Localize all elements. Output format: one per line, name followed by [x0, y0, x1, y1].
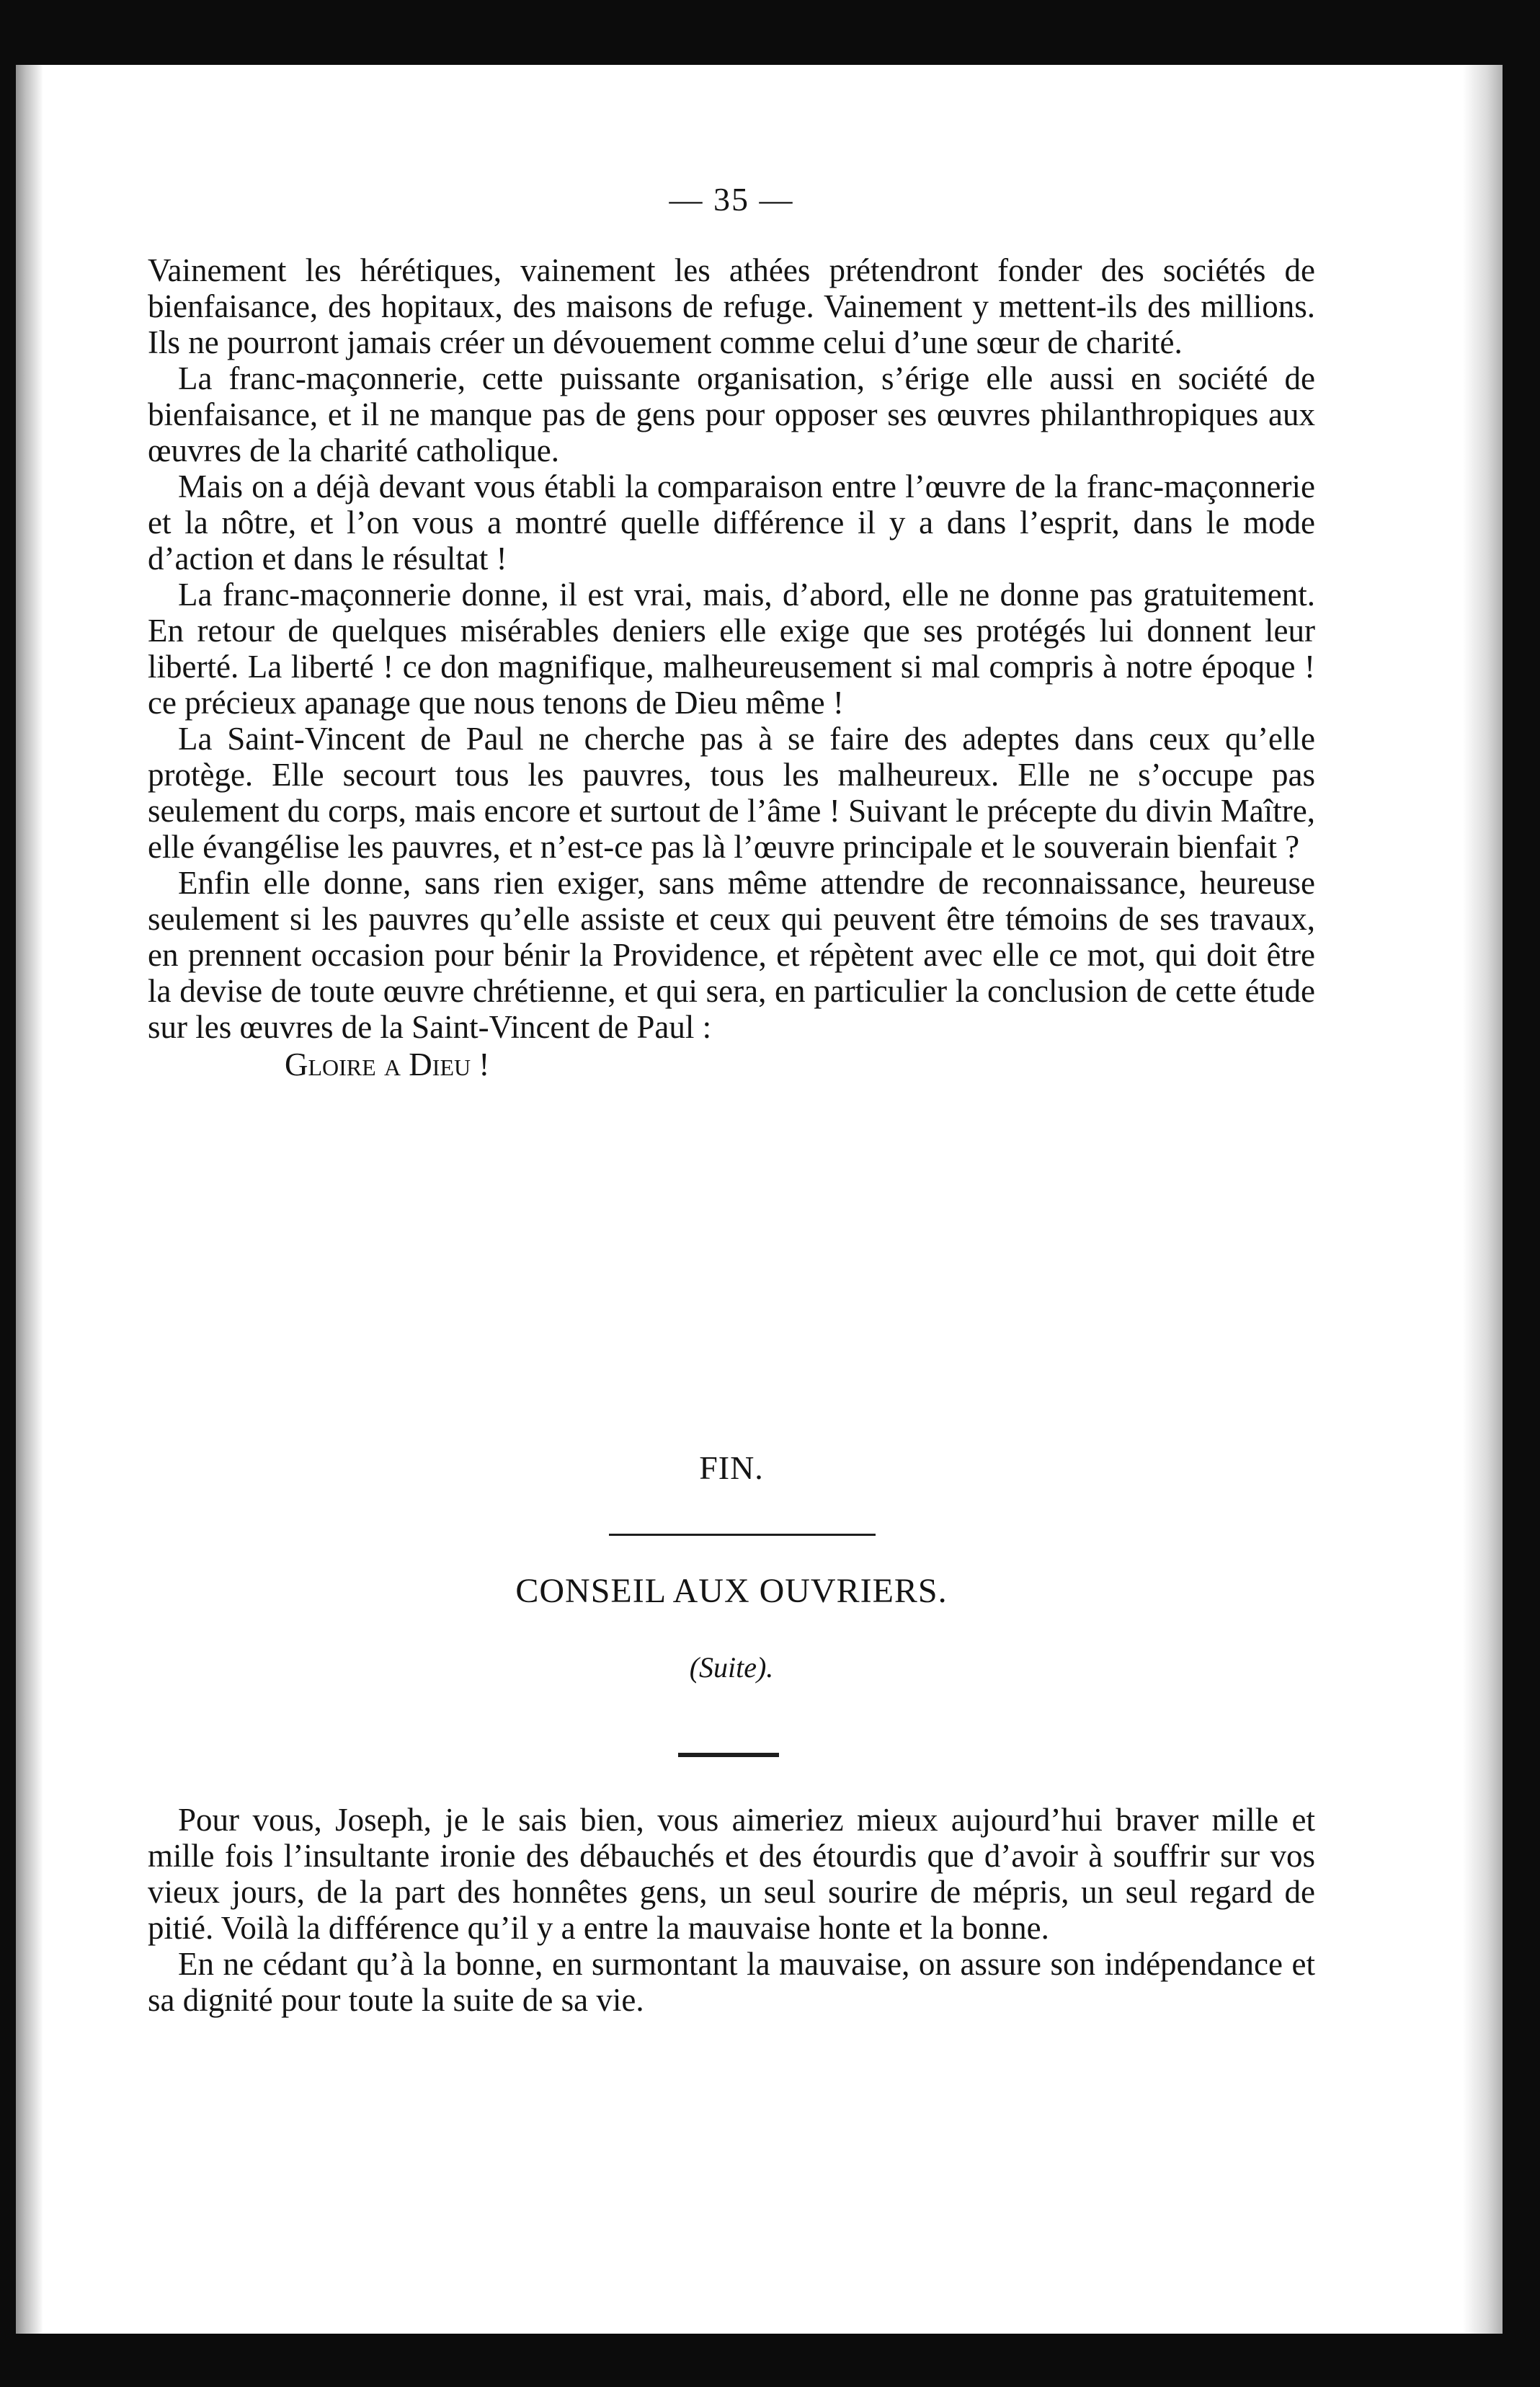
section-divider	[609, 1534, 876, 1536]
paragraph: La franc-maçonnerie, cette puissante organisation, s’érige elle aussi en société de bienfaisance, et il ne manque pas de gens pour opposer ses œuvres philanthropiques aux œuvres de la charité catholique.	[148, 360, 1315, 468]
paragraph: La franc-maçonnerie donne, il est vrai, mais, d’abord, elle ne donne pas gratuitement. En retour de quelques misérables deniers elle exige que ses protégés lui donnent leur liberté. La liberté ! ce don magnifique, malheureusement si mal compris à notre époque ! ce précieux apanage que nous tenons de Dieu même !	[148, 577, 1315, 721]
scan-border-bottom	[0, 2334, 1540, 2387]
scan-shadow-left	[16, 65, 43, 2335]
article-charity-text	[148, 252, 1315, 1083]
paragraph: La Saint-Vincent de Paul ne cherche pas à se faire des adeptes dans ceux qu’elle protège. Elle secourt tous les pauvres, tous les malheureux. Elle ne s’occupe pas seulement du corps, mais encore et surtout de l’âme ! Suivant le précepte du divin Maître, elle évangélise les pauvres, et n’est-ce pas là l’œuvre principale et le souverain bienfait ?	[148, 721, 1315, 865]
section-title: CONSEIL AUX OUVRIERS.	[515, 1572, 948, 1610]
closing-signature: Gloire a Dieu !	[285, 1046, 490, 1083]
scan-shadow-right	[1463, 65, 1503, 2335]
page-number: — 35 —	[669, 181, 794, 218]
scan-border-right	[1503, 0, 1540, 2387]
paragraph: Pour vous, Joseph, je le sais bien, vous aimeriez mieux aujourd’hui braver mille et mille fois l’insultante ironie des débauchés et des étourdis que d’avoir à souffrir sur vos vieux jours, de la part des honnêtes gens, un seul sourire de mépris, un seul regard de pitié. Voilà la différence qu’il y a entre la mauvaise honte et la bonne.	[148, 1802, 1315, 1946]
end-mark: FIN.	[699, 1449, 764, 1486]
section-subtitle: (Suite).	[689, 1651, 774, 1684]
paragraph: Vainement les hérétiques, vainement les athées prétendront fonder des sociétés de bienfaisance, des hopitaux, des maisons de refuge. Vainement y mettent-ils des millions. Ils ne pourront jamais créer un dévouement comme celui d’une sœur de charité.	[148, 252, 1315, 360]
document-page	[148, 0, 1315, 2334]
section-divider	[678, 1753, 779, 1757]
article-workers-text	[148, 1802, 1315, 2018]
scan-border-left	[0, 0, 16, 2387]
paragraph: Mais on a déjà devant vous établi la comparaison entre l’œuvre de la franc-maçonnerie et la nôtre, et l’on vous a montré quelle différence il y a dans l’esprit, dans le mode d’action et dans le résultat !	[148, 468, 1315, 577]
paragraph: En ne cédant qu’à la bonne, en surmontant la mauvaise, on assure son indépendance et sa dignité pour toute la suite de sa vie.	[148, 1946, 1315, 2018]
paragraph: Enfin elle donne, sans rien exiger, sans même attendre de reconnaissance, heureuse seulement si les pauvres qu’elle assiste et ceux qui peuvent être témoins de ses travaux, en prennent occasion pour bénir la Providence, et répètent avec elle ce mot, qui doit être la devise de toute œuvre chrétienne, et qui sera, en particulier la conclusion de cette étude sur les œuvres de la Saint-Vincent de Paul :	[148, 865, 1315, 1045]
